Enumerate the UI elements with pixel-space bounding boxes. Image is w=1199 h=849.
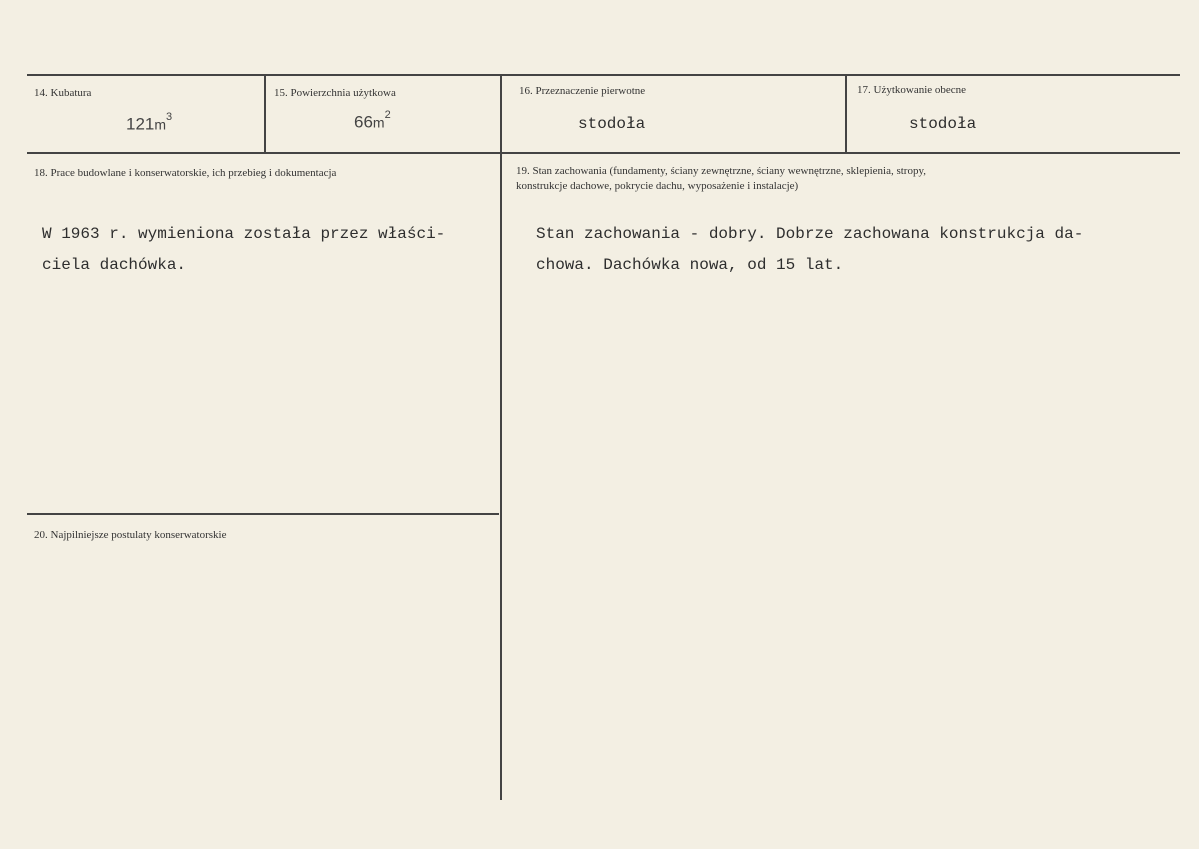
field18-text xyxy=(42,219,445,281)
field19-line-1: Stan zachowania - dobry. Dobrze zachowana konstrukcja da- xyxy=(536,225,1084,243)
field18-line-1: W 1963 r. wymieniona została przez właści- xyxy=(42,225,446,243)
field20-label: 20. Najpilniejsze postulaty konserwatorskie xyxy=(34,529,227,541)
field19-line-2: chowa. Dachówka nowa, od 15 lat. xyxy=(536,256,844,274)
field19-text xyxy=(536,219,1083,281)
field14-value xyxy=(126,111,173,135)
field15-value xyxy=(354,109,391,133)
field14-unit: m xyxy=(154,116,167,133)
field16-value: stodoła xyxy=(578,115,646,133)
field20-rule xyxy=(27,513,499,515)
field14-number: 121 xyxy=(126,114,155,134)
field17-label: 17. Użytkowanie obecne xyxy=(857,84,967,96)
top-rule xyxy=(27,74,1180,76)
field18-line-2: ciela dachówka. xyxy=(42,256,187,274)
field15-exp: 2 xyxy=(384,109,391,121)
field15-number: 66 xyxy=(354,112,373,132)
field16-label: 16. Przeznaczenie pierwotne xyxy=(519,85,646,97)
row-rule xyxy=(27,152,1180,154)
field14-label: 14. Kubatura xyxy=(34,87,92,99)
field19-label-line-2: konstrukcje dachowe, pokrycie dachu, wyposażenie i instalacje) xyxy=(516,180,799,192)
field14-exp: 3 xyxy=(166,111,173,123)
field15-label: 15. Powierzchnia użytkowa xyxy=(274,87,396,99)
field19-label-line-1: 19. Stan zachowania (fundamenty, ściany zewnętrzne, ściany wewnętrzne, sklepienia, stropy, xyxy=(516,165,927,177)
col-divider-1 xyxy=(264,76,266,153)
col-divider-2 xyxy=(500,76,502,800)
field17-value: stodoła xyxy=(909,115,977,133)
field18-label: 18. Prace budowlane i konserwatorskie, ich przebieg i dokumentacja xyxy=(34,167,337,179)
col-divider-3 xyxy=(845,76,847,153)
field15-unit: m xyxy=(372,114,385,131)
